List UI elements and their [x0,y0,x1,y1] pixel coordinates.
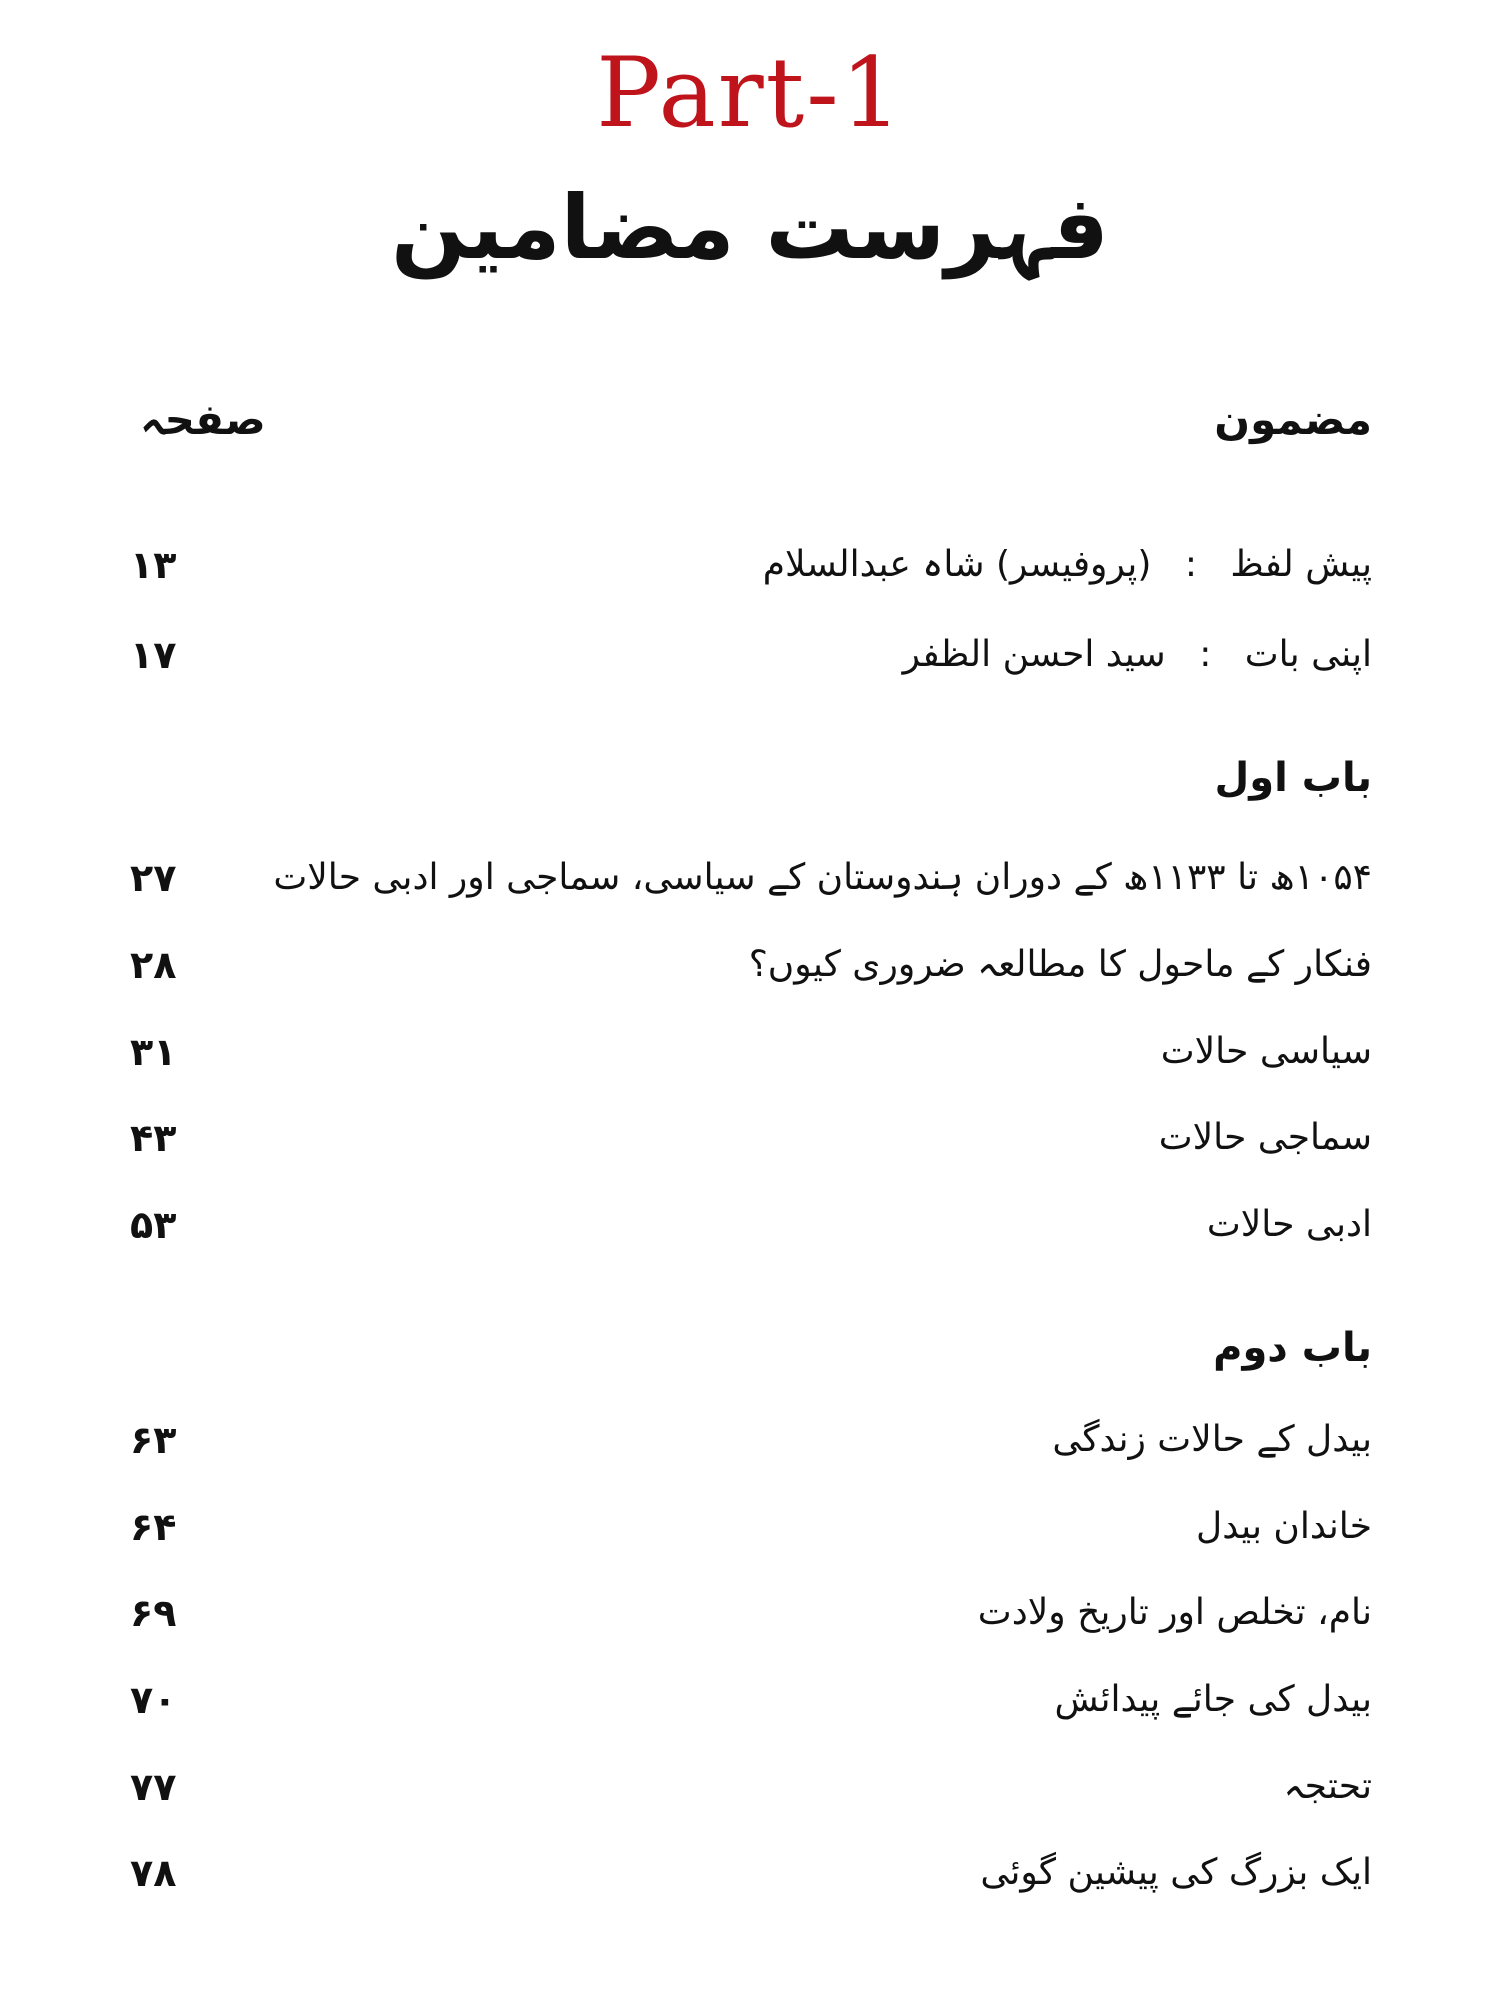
toc-row [130,1843,1372,1903]
toc-entry-text: فنکار کے ماحول کا مطالعہ ضروری کیوں؟ [748,944,1372,985]
toc-row [130,1410,1372,1470]
page-number: ۱۷ [130,633,177,677]
page-number: ۷۷ [130,1765,177,1809]
part-label [0,37,1500,149]
toc-entry-text: ادبی حالات [1206,1204,1372,1245]
chapter-2-heading: باب دوم [1213,1325,1372,1371]
page-number: ۵۳ [130,1203,177,1247]
entry-separator: : [1184,544,1197,585]
page-number: ۶۹ [130,1591,177,1635]
toc-entry-text: خاندان بیدل [1196,1506,1372,1547]
toc-row [130,1108,1372,1168]
chapter-1-heading: باب اول [1214,755,1372,801]
entry-label: پیش لفظ [1230,544,1372,585]
page-number: ۲۸ [130,943,177,987]
toc-entry-text [903,625,1372,685]
toc-row [130,935,1372,995]
page-number: ۳۱ [130,1030,177,1074]
entry-separator: : [1199,634,1212,675]
page-number: ۷۸ [130,1851,177,1895]
toc-entry-text: تحتجہ [1283,1766,1372,1807]
toc-row [130,1497,1372,1557]
toc-entry-text: بیدل کے حالات زندگی [1052,1419,1372,1460]
page-number: ۶۳ [130,1418,177,1462]
toc-entry-text: ۱۰۵۴ھ تا ۱۱۳۳ھ کے دوران ہندوستان کے سیاسی، سماجی اور ادبی حالات [273,857,1372,898]
entry-author: سید احسن الظفر [902,634,1166,675]
toc-title: فہرست مضامین [390,176,1110,279]
toc-row-preface [130,625,1372,685]
page-column-header: صفحہ [140,395,266,444]
toc-entry-text [763,535,1372,595]
entry-label: اپنی بات [1244,634,1372,675]
subject-column-header: مضمون [1214,395,1372,444]
toc-row-foreword [130,535,1372,595]
toc-entry-text: سماجی حالات [1158,1117,1372,1158]
toc-row [130,1583,1372,1643]
page-number: ۲۷ [130,856,177,900]
entry-author: (پروفیسر) شاہ عبدالسلام [762,544,1152,585]
toc-row [130,848,1372,908]
toc-entry-text: ایک بزرگ کی پیشین گوئی [980,1852,1372,1893]
page-number: ۱۳ [130,543,177,587]
toc-row [130,1022,1372,1082]
toc-row [130,1195,1372,1255]
toc-row [130,1670,1372,1730]
toc-entry-text: سیاسی حالات [1160,1031,1372,1072]
toc-entry-text: بیدل کی جائے پیدائش [1054,1679,1372,1720]
toc-row [130,1757,1372,1817]
page-number: ۴۳ [130,1116,177,1160]
page-number: ۶۴ [130,1505,177,1549]
part-label-text: Part-1 [596,37,904,149]
page-number: ۷۰ [130,1678,177,1722]
toc-entry-text: نام، تخلص اور تاریخ ولادت [977,1592,1372,1633]
